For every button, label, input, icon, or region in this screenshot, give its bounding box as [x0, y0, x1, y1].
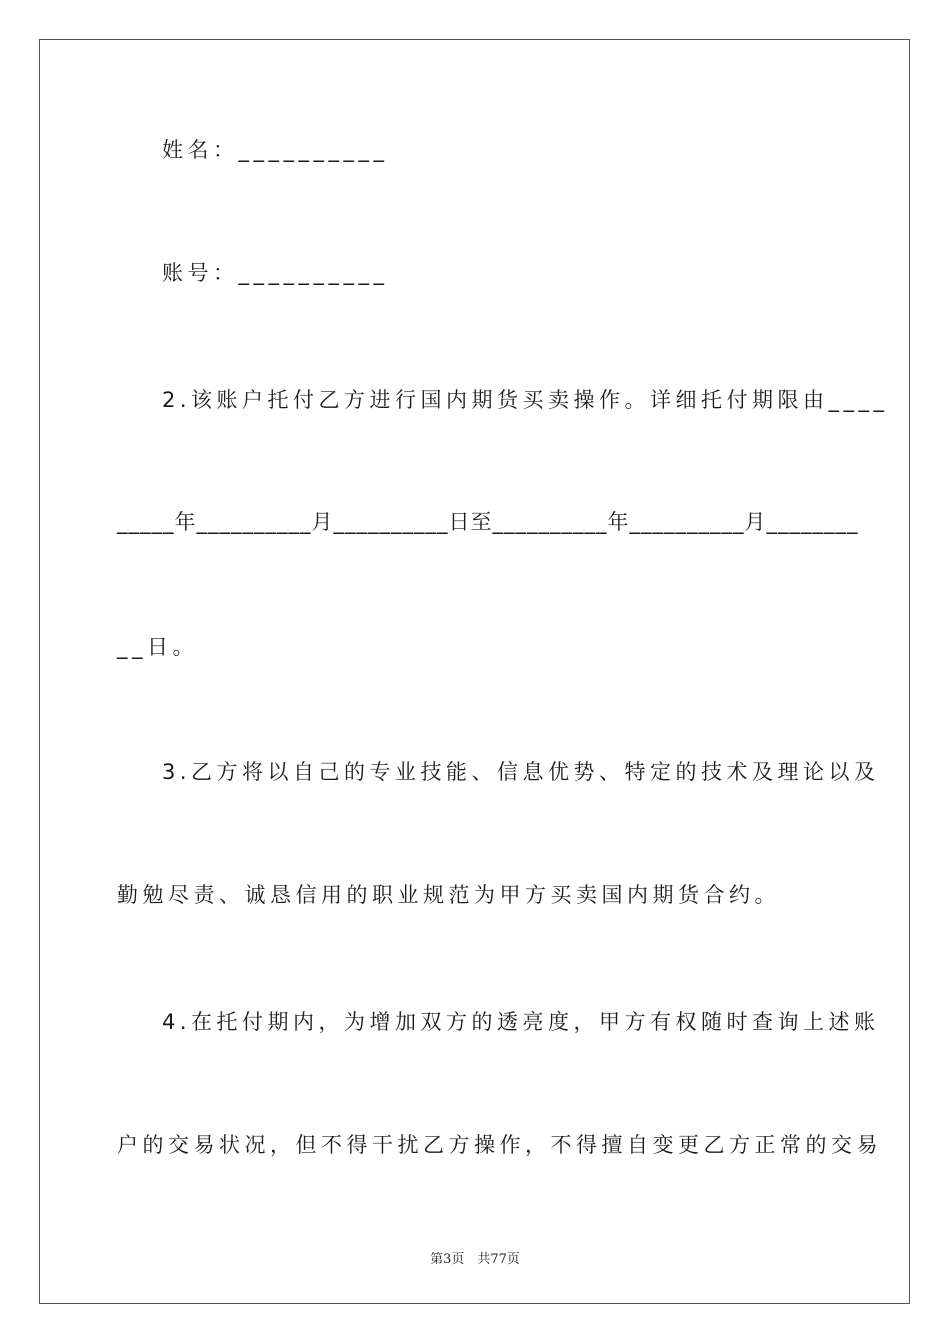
- clause-3-line-1: 3.乙方将以自己的专业技能、信息优势、特定的技术及理论以及: [162, 760, 880, 784]
- page-border: [39, 39, 910, 1304]
- clause-2-line-3: __日。: [117, 635, 198, 659]
- account-field-line: 账号：__________: [162, 261, 389, 285]
- clause-4-line-2: 户的交易状况，但不得干扰乙方操作，不得擅自变更乙方正常的交易: [117, 1133, 882, 1157]
- clause-4-line-1: 4.在托付期内，为增加双方的透亮度，甲方有权随时查询上述账: [162, 1010, 880, 1034]
- page-number-footer: 第3页 共77页: [430, 1252, 520, 1267]
- name-field-line: 姓名：__________: [162, 138, 389, 162]
- clause-2-line-2: _____年__________月__________日至__________年__________月________: [117, 510, 859, 534]
- clause-3-line-2: 勤勉尽责、诚恳信用的职业规范为甲方买卖国内期货合约。: [117, 883, 780, 907]
- clause-2-line-1: 2.该账户托付乙方进行国内期货买卖操作。详细托付期限由____: [162, 388, 889, 412]
